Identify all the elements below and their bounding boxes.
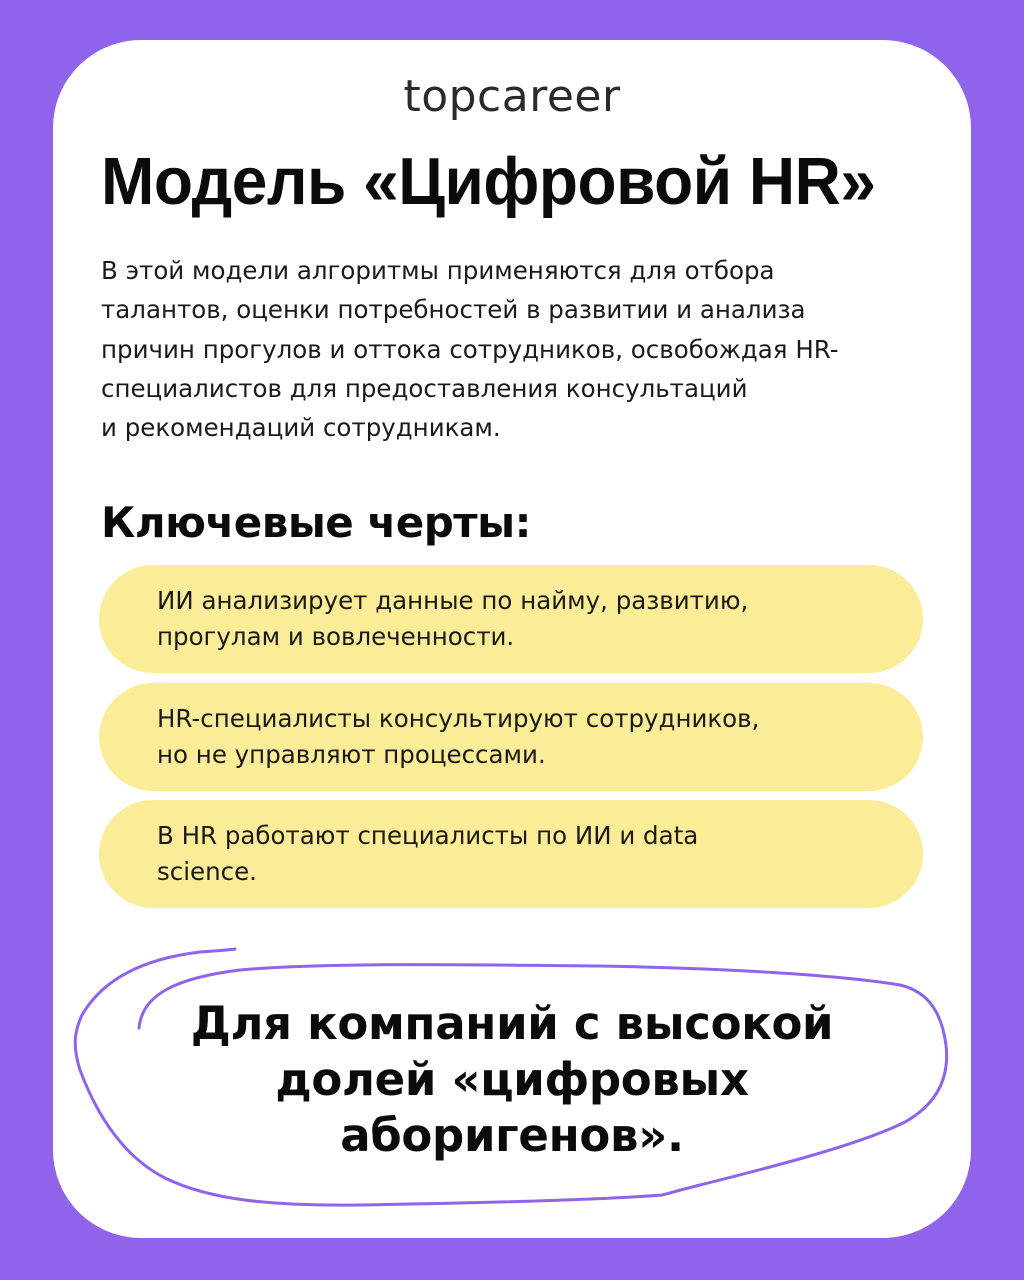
feature-text: HR-специалисты консультируют сотрудников, [157,704,760,733]
page-title: Модель «Цифровой HR» [101,144,876,219]
intro-line: талантов, оценки потребностей в развитии и анализа [101,295,806,325]
callout-text [140,996,884,1164]
feature-pill-data-science [99,800,923,908]
intro-line: В этой модели алгоритмы применяются для отбора [101,256,775,285]
features-heading: Ключевые черты: [101,498,531,547]
intro-line: специалистов для предоставления консультаций [101,373,748,403]
feature-pill-ai-analysis [99,565,923,673]
feature-text: ИИ анализирует данные по найму, развитию, [157,586,749,615]
feature-text: В HR работают специалисты по ИИ и data [157,821,699,850]
feature-text: прогулам и вовлеченности. [157,622,515,651]
callout-line: долей «цифровых [275,1053,749,1106]
callout-line: Для компаний с высокой [190,997,834,1050]
feature-pill-hr-consulting [99,683,923,791]
intro-paragraph [101,251,941,447]
intro-line: причин прогулов и оттока сотрудников, освобождая HR- [101,334,839,364]
intro-line: и рекомендаций сотрудникам. [101,413,501,443]
callout-line: аборигенов». [340,1109,684,1162]
feature-text: science. [157,857,257,886]
feature-text: но не управляют процессами. [157,740,546,769]
topcareer-logo: topcareer [403,71,621,122]
